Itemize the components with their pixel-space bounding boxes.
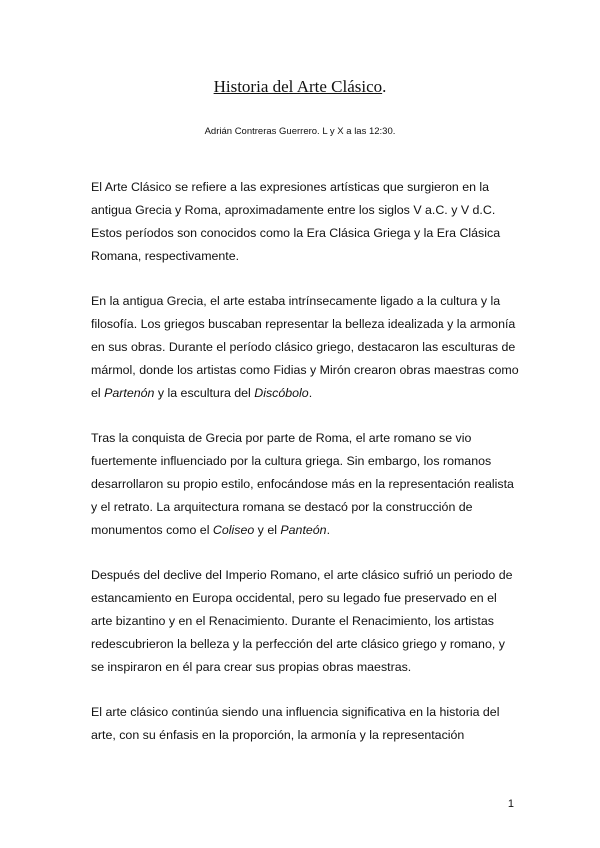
paragraph-2-text-c: . (308, 386, 313, 400)
paragraph-4: Después del declive del Imperio Romano, el arte clásico sufrió un periodo de estancamiento en Europa occidental, pero su legado fue preservado en el arte bizantino y en el Renacimiento. Durante el Renacimiento, los artistas redescubrieron la belleza y la perfección del arte clásico griego y romano, y se inspiraron en él para crear sus propias obras maestras. (91, 568, 513, 674)
paragraph-2-italic-partenon: Partenón (104, 386, 155, 400)
paragraph-2-text-a: En la antigua Grecia, el arte estaba intrínsecamente ligado a la cultura y la filosofía. Los griegos buscaban representar la belleza idealizada y la armonía en sus obras. Durante el período clásico griego, destacaron las esculturas de mármol, donde los artistas como Fidias y Mirón crearon obras maestras como el (91, 294, 519, 400)
document-title (0, 76, 600, 98)
document-body (91, 176, 521, 769)
page-number: 1 (507, 798, 514, 810)
paragraph-2-italic-discobolo: Discóbolo (254, 386, 309, 400)
paragraph-3 (91, 427, 521, 542)
paragraph-5: El arte clásico continúa siendo una influencia significativa en la historia del arte, con su énfasis en la proporción, la armonía y la representación (91, 705, 500, 742)
paragraph-1: El Arte Clásico se refiere a las expresiones artísticas que surgieron en la antigua Grecia y Roma, aproximadamente entre los siglos V a.C. y V d.C. Estos períodos son conocidos como la Era Clásica Griega y la Era Clásica Romana, respectivamente. (91, 180, 501, 263)
document-title-text: Historia del Arte Clásico (213, 77, 383, 96)
paragraph-3-text-c: . (326, 523, 331, 537)
author-line: Adrián Contreras Guerrero. L y X a las 12:30. (204, 126, 396, 137)
paragraph-3-italic-coliseo: Coliseo (212, 523, 255, 537)
document-title-period: . (382, 77, 387, 96)
paragraph-3-italic-panteon: Panteón (280, 523, 327, 537)
paragraph-2-text-b: y la escultura del (154, 386, 255, 400)
paragraph-2 (91, 290, 521, 405)
paragraph-3-text-b: y el (254, 523, 281, 537)
paragraph-3-text-a: Tras la conquista de Grecia por parte de Roma, el arte romano se vio fuertemente influenciado por la cultura griega. Sin embargo, los romanos desarrollaron su propio estilo, enfocándose más en la representación realista y el retrato. La arquitectura romana se destacó por la construcción de monumentos como el (91, 431, 514, 537)
